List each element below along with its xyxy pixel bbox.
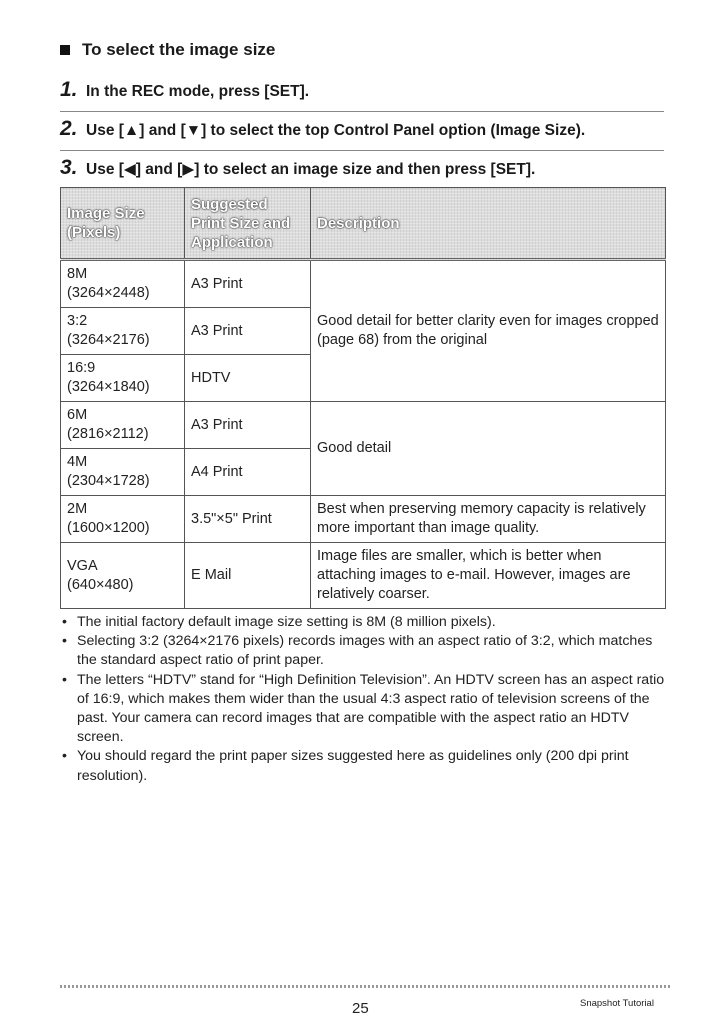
print-cell: A3 Print [185,308,311,355]
size-cell: 4M (2304×1728) [61,449,185,496]
list-item: • You should regard the print paper sizes suggested here as guidelines only (200 dpi print resolution). [60,747,670,785]
section-title [60,40,275,60]
table-header-row [61,188,666,260]
size-cell: 6M (2816×2112) [61,402,185,449]
list-item: • The initial factory default image size setting is 8M (8 million pixels). [60,613,670,632]
step-text: In the REC mode, press [SET]. [86,83,310,100]
divider [60,111,664,112]
section-title-text: To select the image size [82,40,276,59]
list-item: • The letters “HDTV” stand for “High Definition Television”. An HDTV screen has an aspect ratio of 16:9, which makes them wider than the usual 4:3 aspect ratio of television screens of the past. Your camera can record images that are compatible with the aspect ratio an HDTV screen. [60,671,670,748]
size-cell: 16:9 (3264×1840) [61,355,185,402]
step-text: Use [▲] and [▼] to select the top Control Panel option (Image Size). [86,122,586,139]
step-number: 1. [60,78,78,101]
page-number: 25 [352,1000,369,1017]
print-cell: A3 Print [185,260,311,308]
description-cell: Good detail for better clarity even for images cropped (page 68) from the original [311,260,666,402]
step-3 [60,156,535,180]
table-row [61,260,666,308]
square-bullet-icon [60,45,70,55]
print-cell: E Mail [185,543,311,609]
size-cell: 2M (1600×1200) [61,496,185,543]
step-1 [60,78,309,102]
print-cell: A3 Print [185,402,311,449]
notes-list [60,613,670,786]
header-description: Description [311,188,666,260]
step-number: 3. [60,156,78,179]
image-size-table [60,187,666,609]
print-cell: 3.5"×5" Print [185,496,311,543]
description-cell: Best when preserving memory capacity is relatively more important than image quality. [311,496,666,543]
list-item: • Selecting 3:2 (3264×2176 pixels) records images with an aspect ratio of 3:2, which matches the standard aspect ratio of print paper. [60,632,670,670]
header-print-size: Suggested Print Size and Application [185,188,311,260]
size-cell: 3:2 (3264×2176) [61,308,185,355]
divider [60,150,664,151]
description-cell: Image files are smaller, which is better when attaching images to e-mail. However, images are relatively coarser. [311,543,666,609]
step-number: 2. [60,117,78,140]
size-cell: 8M (3264×2448) [61,260,185,308]
description-cell: Good detail [311,402,666,496]
table-row [61,496,666,543]
step-text: Use [◀] and [▶] to select an image size and then press [SET]. [86,161,536,178]
print-cell: HDTV [185,355,311,402]
header-image-size: Image Size (Pixels) [61,188,185,260]
footer-divider [60,985,670,988]
table-row [61,543,666,609]
size-cell: VGA (640×480) [61,543,185,609]
footer-section-label: Snapshot Tutorial [580,998,654,1009]
step-2 [60,117,585,141]
table-row [61,402,666,449]
print-cell: A4 Print [185,449,311,496]
